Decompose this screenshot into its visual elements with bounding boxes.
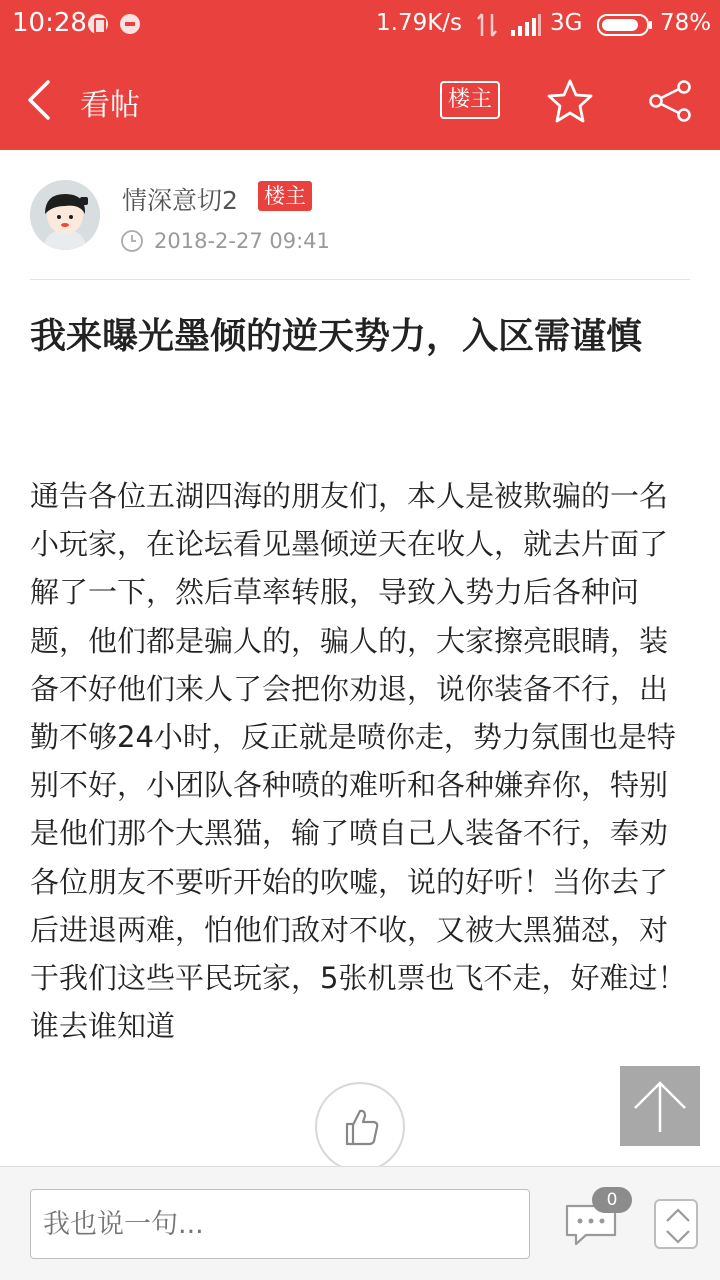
battery-icon	[597, 14, 653, 36]
bottom-bar	[0, 1166, 720, 1280]
back-icon[interactable]	[24, 78, 56, 122]
page-title: 看帖	[80, 88, 140, 123]
back-to-top-button[interactable]	[620, 1066, 700, 1146]
notification-shield-icon	[88, 14, 108, 34]
arrow-up-icon	[630, 1078, 690, 1134]
signal-icon	[510, 14, 542, 36]
post-body: 通告各位五湖四海的朋友们，本人是被欺骗的一名小玩家，在论坛看见墨倾逆天在收人，就去片面了解了一下，然后草率转服，导致入势力后各种问题，他们都是骗人的，骗人的，大家擦亮眼睛，装备不好他们来人了会把你劝退，说你装备不行，出勤不够24小时，反正就是喷你走，势力氛围也是特别不好，小团队各种喷的难听和各种嫌弃你，特别是他们那个大黑猫，输了喷自己人装备不行，奉劝各位朋友不要听开始的吹嘘，说的好听！当你去了后进退两难，怕他们敌对不收，又被大黑猫怼，对于我们这些平民玩家，5张机票也飞不走，好难过！谁去谁知道	[30, 479, 687, 1044]
comment-input[interactable]	[30, 1189, 530, 1259]
post-timestamp: 2018-2-27 09:41	[154, 229, 330, 253]
op-badge: 楼主	[258, 181, 312, 211]
author-name[interactable]: 情深意切2	[122, 186, 238, 215]
like-button[interactable]	[315, 1082, 405, 1172]
status-bar	[0, 0, 720, 50]
battery-percentage: 78%	[660, 10, 712, 36]
share-icon[interactable]	[648, 80, 692, 122]
divider	[30, 279, 690, 280]
thumbs-up-icon	[341, 1106, 381, 1148]
up-down-chevron-icon	[664, 1207, 692, 1245]
clock-icon	[120, 229, 144, 253]
floor-jump-button[interactable]	[654, 1199, 698, 1249]
favorite-star-icon[interactable]	[546, 78, 594, 124]
data-transfer-icon	[476, 12, 498, 38]
network-speed: 1.79K/s	[376, 10, 463, 36]
app-header	[0, 50, 720, 150]
post-title: 我来曝光墨倾的逆天势力，入区需谨慎	[30, 316, 643, 357]
status-time: 10:28	[12, 8, 87, 38]
notification-app-icon	[120, 14, 140, 34]
avatar[interactable]	[30, 180, 100, 250]
only-op-button[interactable]: 楼主	[440, 81, 500, 119]
comment-count-badge: 0	[592, 1187, 632, 1213]
network-type: 3G	[550, 10, 583, 36]
